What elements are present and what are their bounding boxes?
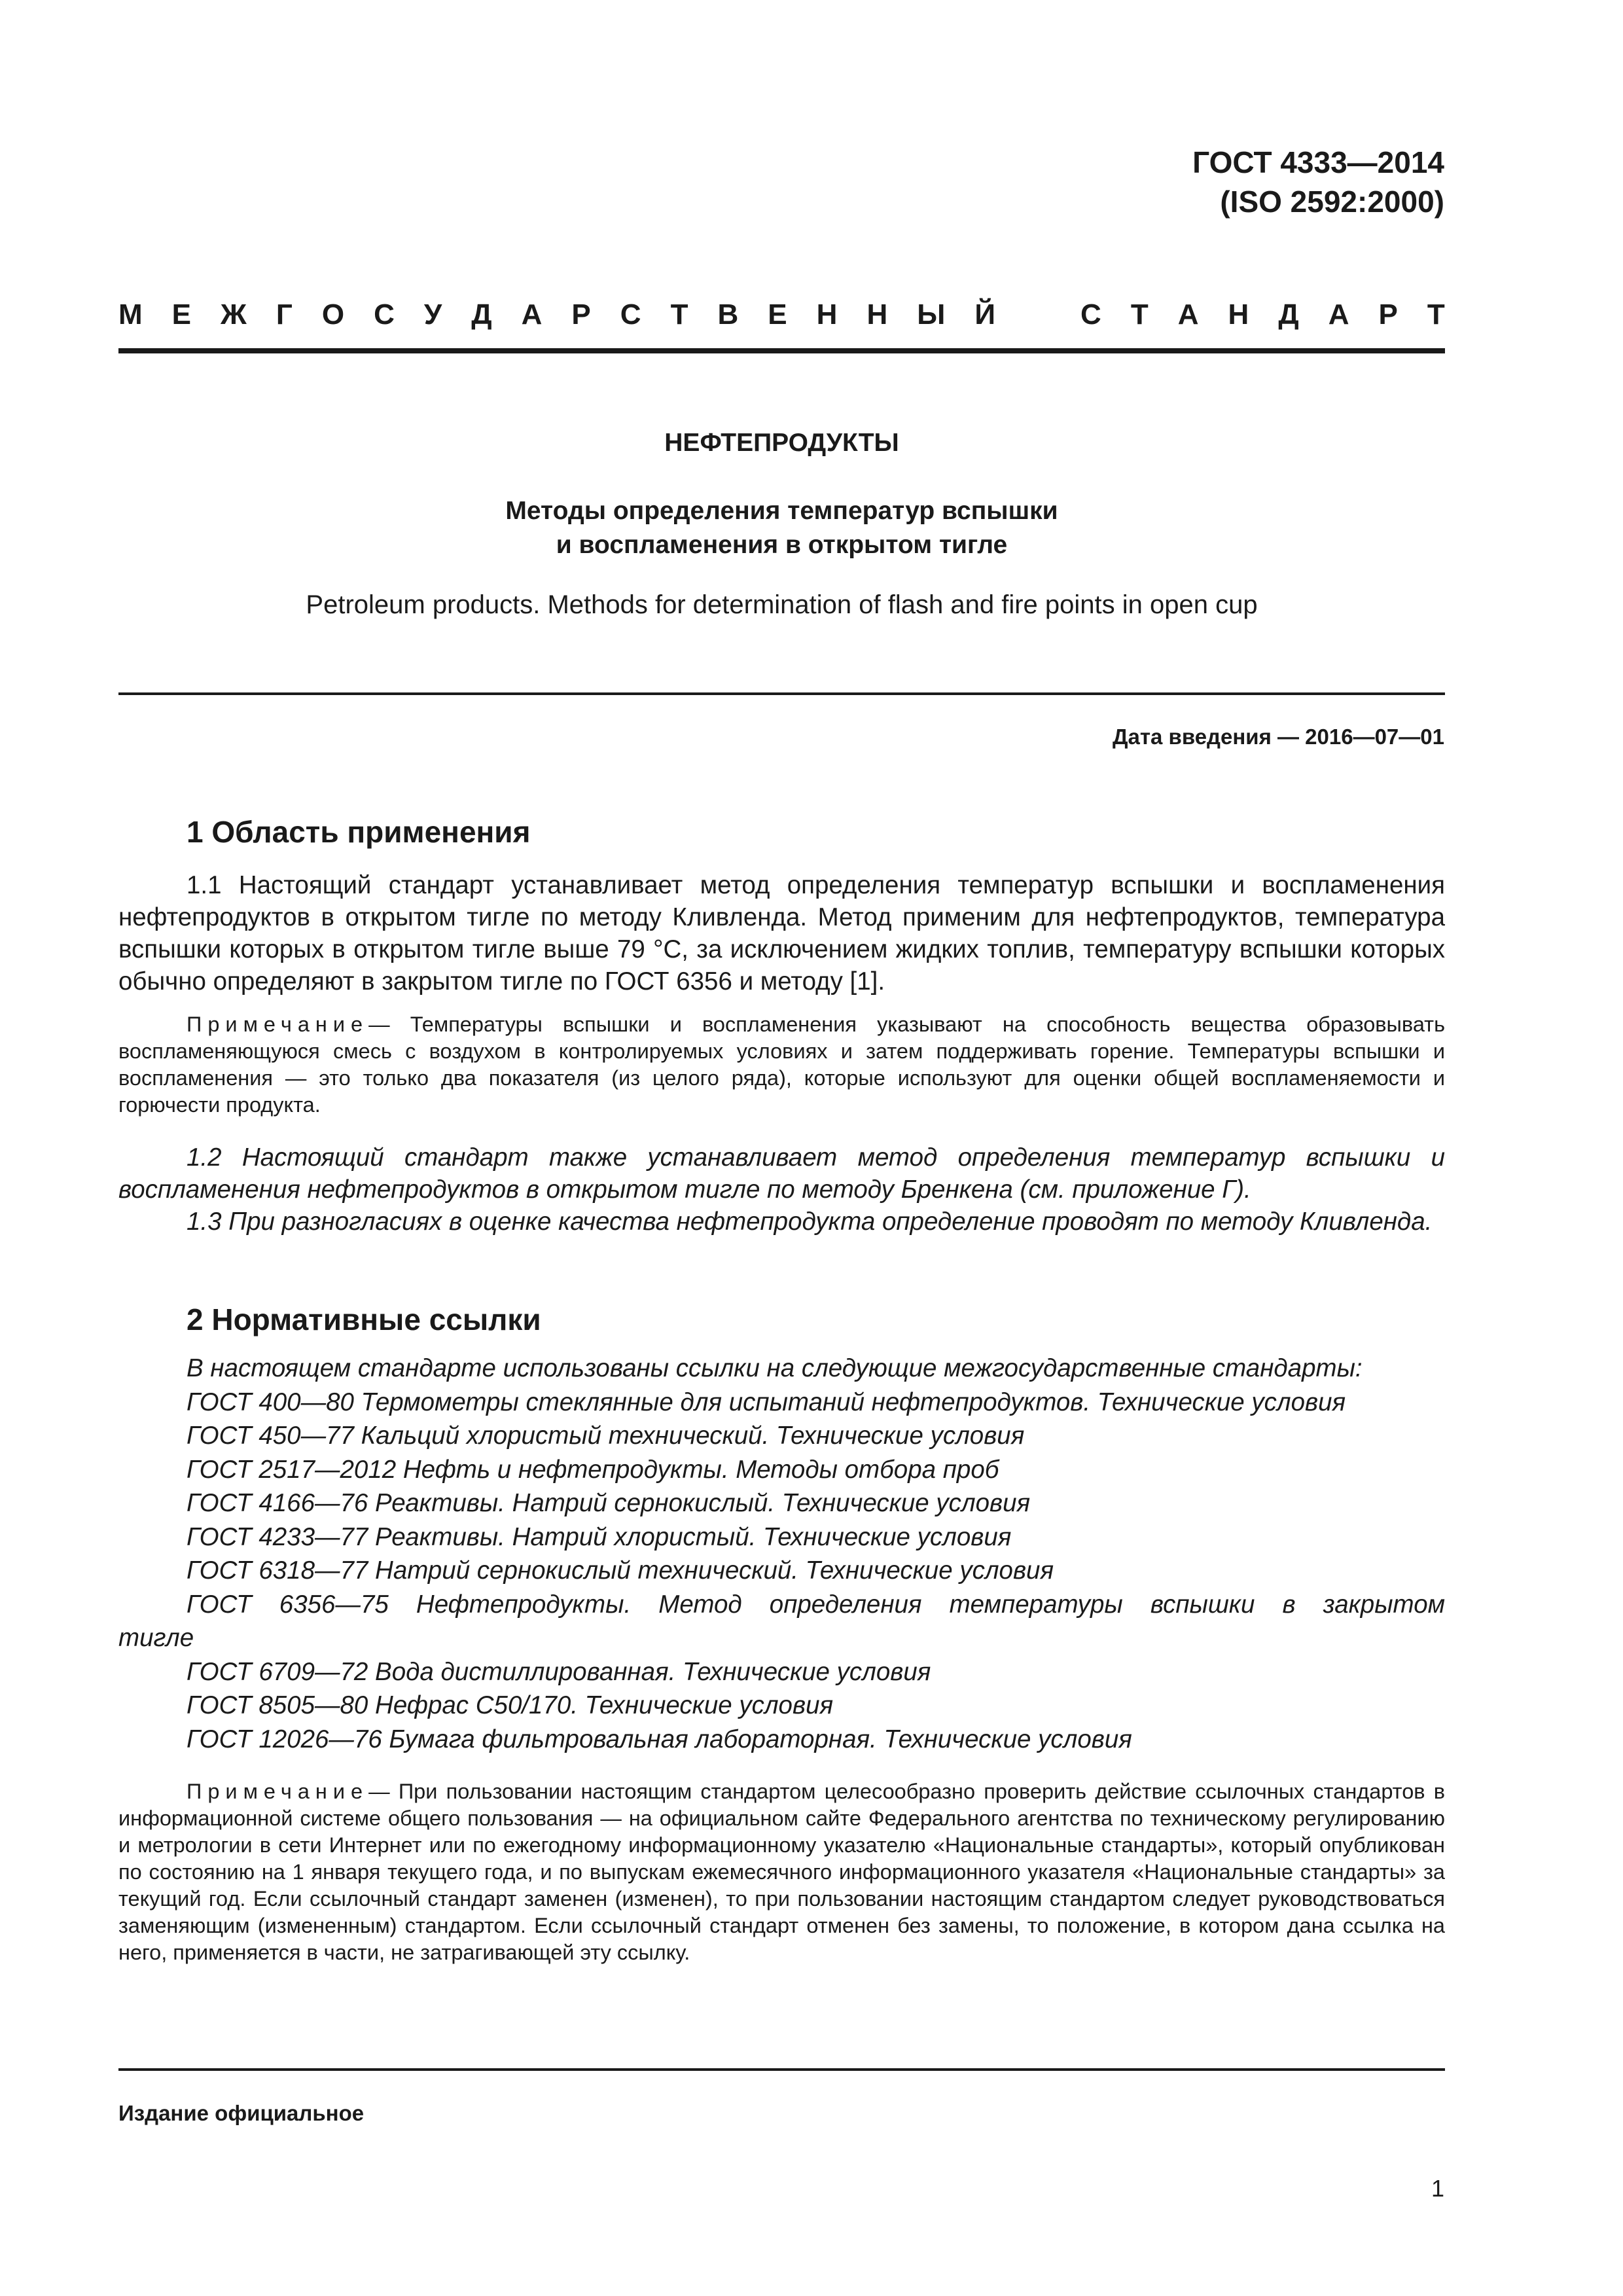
normative-references (118, 1352, 1445, 1756)
iso-number: (ISO 2592:2000) (1220, 185, 1444, 219)
standard-type-letter: Д (1278, 298, 1299, 331)
section-1-paragraphs (118, 1141, 1445, 1238)
standard-type-letter (1025, 298, 1051, 332)
note-label: Примечание (187, 1013, 369, 1036)
title-rule (118, 692, 1445, 695)
standard-type-letter: Ы (917, 298, 946, 331)
footer-rule (118, 2068, 1445, 2071)
official-edition-label: Издание официальное (118, 2101, 365, 2125)
reference-item: ГОСТ 12026—76 Бумага фильтровальная лабораторная. Технические условия (187, 1725, 1132, 1753)
standard-type-letter: Д (471, 298, 492, 331)
gost-number: ГОСТ 4333—2014 (1192, 145, 1444, 179)
note-label: Примечание (187, 1780, 369, 1803)
standard-type-letter: У (423, 298, 442, 331)
paragraph-1-3: 1.3 При разногласиях в оценке качества нефтепродукта определение проводят по методу Кливленда. (187, 1208, 1433, 1236)
standard-type-letter: С (620, 298, 641, 331)
references-intro: В настоящем стандарте использованы ссылки на следующие межгосударственные стандарты: (187, 1354, 1363, 1382)
standard-type-heading (118, 298, 1445, 332)
paragraph-1-2: 1.2 Настоящий стандарт также устанавливает метод определения температур вспышки и воспламенения нефтепродуктов в открытом тигле по методу Бренкена (см. приложение Г). (118, 1143, 1445, 1204)
standard-type-letter: А (521, 298, 543, 331)
reference-item: ГОСТ 450—77 Кальций хлористый технический. Технические условия (187, 1422, 1025, 1450)
reference-item-continuation: тигле (118, 1624, 194, 1652)
section-1-note (118, 1011, 1445, 1119)
standard-type-letter: Т (670, 298, 688, 331)
standard-type-letter: В (717, 298, 739, 331)
standard-type-letter: Н (1228, 298, 1249, 331)
standard-type-letter: О (321, 298, 345, 331)
reference-item: ГОСТ 400—80 Термометры стеклянные для испытаний нефтепродуктов. Технические условия (187, 1388, 1346, 1416)
standard-type-letter: Р (571, 298, 591, 331)
standard-type-letter: Т (1130, 298, 1149, 331)
introduction-date: Дата введения — 2016—07—01 (1113, 725, 1444, 749)
reference-item: ГОСТ 6356—75 Нефтепродукты. Метод определения температуры вспышки в закрытом (187, 1590, 1445, 1619)
standard-type-letter: Г (276, 298, 293, 331)
standard-type-letter: Р (1378, 298, 1398, 331)
title-subtitle-line2: и воспламенения в открытом тигле (556, 531, 1008, 559)
standard-type-letter: Й (974, 298, 995, 331)
reference-item: ГОСТ 2517—2012 Нефть и нефтепродукты. Методы отбора проб (187, 1455, 999, 1484)
title-subtitle (118, 494, 1445, 562)
section-2-note (118, 1778, 1445, 1966)
standard-type-letter: Е (171, 298, 192, 331)
standard-type-letter: Ж (221, 298, 247, 331)
note-text: — Температуры вспышки и воспламенения указывают на способность вещества образовывать воспламеняющуюся смесь с воздухом в контролируемых условиях и затем поддерживать горение. Температуры вспышки и воспламенения — это только два показателя (из целого ряда), которые используют для оценки общей воспламеняемости и горючести продукта. (118, 1013, 1445, 1117)
title-english: Petroleum products. Methods for determination of flash and fire points in open cup (306, 590, 1258, 619)
page-number: 1 (1431, 2175, 1444, 2202)
reference-item: ГОСТ 6709—72 Вода дистиллированная. Технические условия (187, 1657, 931, 1686)
reference-item: ГОСТ 8505—80 Нефрас С50/170. Технические условия (187, 1691, 834, 1719)
paragraph-1-1: 1.1 Настоящий стандарт устанавливает метод определения температур вспышки и воспламенения нефтепродуктов в открытом тигле по методу Кливленда. Метод применим для нефтепродуктов, температура вспышки которых в открытом тигле выше 79 °С, за исключением жидких топлив, температуру вспышки которых обычно определяют в закрытом тигле по ГОСТ 6356 и методу [1]. (118, 871, 1445, 996)
standard-type-letter: Н (816, 298, 838, 331)
reference-item: ГОСТ 6318—77 Натрий сернокислый технический. Технические условия (187, 1556, 1054, 1585)
title-subtitle-line1: Методы определения температур вспышки (505, 497, 1058, 525)
section-1-paragraph-1 (118, 869, 1445, 997)
title-main: НЕФТЕПРОДУКТЫ (664, 429, 899, 457)
section-1-heading: 1 Область применения (187, 815, 531, 849)
standard-type-letter: С (1080, 298, 1101, 331)
section-2-heading: 2 Нормативные ссылки (187, 1302, 541, 1336)
reference-item: ГОСТ 4233—77 Реактивы. Натрий хлористый. Технические условия (187, 1522, 1012, 1551)
reference-item: ГОСТ 4166—76 Реактивы. Натрий сернокислый. Технические условия (187, 1489, 1031, 1517)
standard-type-letter: С (374, 298, 395, 331)
standard-type-letter: Е (768, 298, 787, 331)
standard-type-letter: Н (866, 298, 888, 331)
standard-type-letter: Т (1427, 298, 1445, 331)
document-designation (1192, 143, 1444, 221)
standard-type-letter: М (118, 298, 143, 331)
standard-type-letter: А (1177, 298, 1199, 331)
standard-type-letter: А (1328, 298, 1349, 331)
header-rule (118, 348, 1445, 353)
note-text: — При пользовании настоящим стандартом целесообразно проверить действие ссылочных стандартов в информационной системе общего пользования — на официальном сайте Федерального агентства по техническому регулированию и метрологии в сети Интернет или по ежегодному информационному указателю «Национальные стандарты», который опубликован по состоянию на 1 января текущего года, и по выпускам ежемесячного информационного указателя «Национальные стандарты» за текущий год. Если ссылочный стандарт заменен (изменен), то при пользовании настоящим стандартом следует руководствоваться заменяющим (измененным) стандартом. Если ссылочный стандарт отменен без замены, то положение, в котором дана ссылка на него, применяется в части, не затрагивающей эту ссылку. (118, 1780, 1445, 1964)
